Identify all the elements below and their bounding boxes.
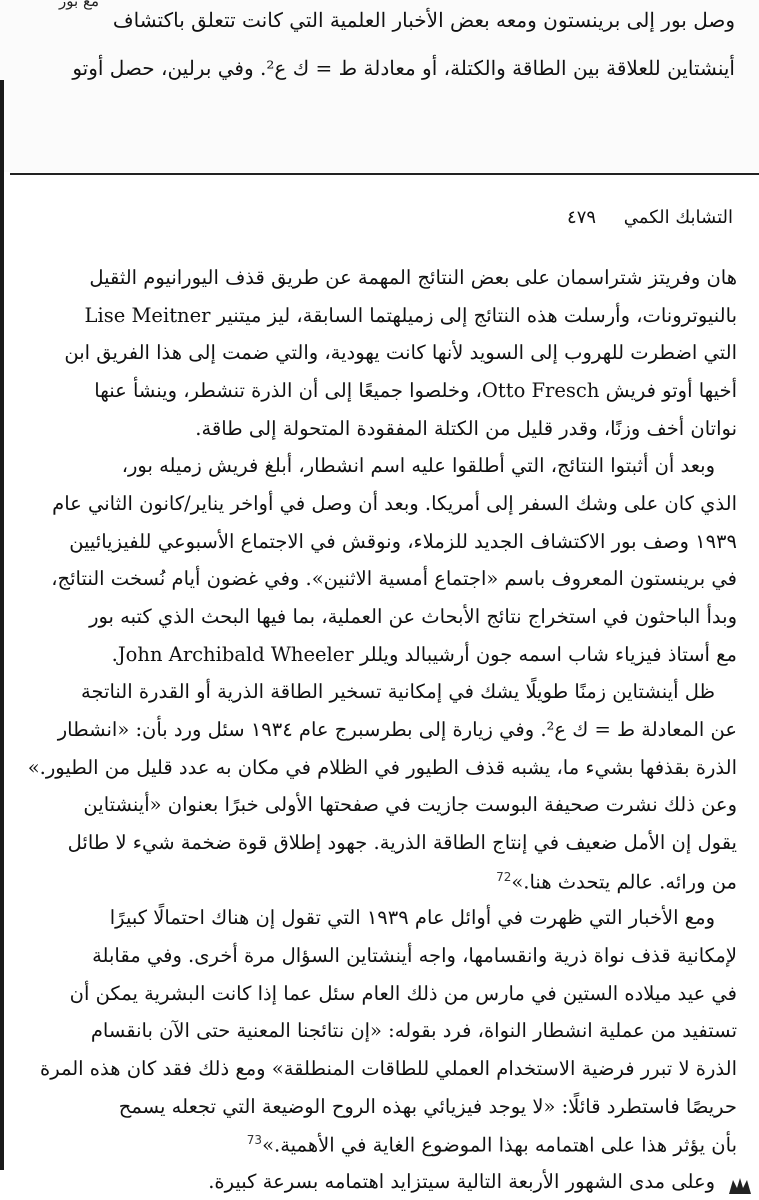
text-line: وبدأ الباحثون في استخراج نتائج الأبحاث عن العملية، بما فيها البحث الذي كتبه بور [89,605,737,628]
page-number: ٤٧٩ [567,207,597,228]
footnote-marker: 72 [496,869,512,884]
text-line: تستفيد من عملية انشطار النواة، فرد بقوله: «إن نتائجنا المعنية حتى الآن بانقسام [90,1019,737,1043]
page-edge-shadow [0,80,4,1170]
previous-page-fragment [0,0,759,172]
text-line: في عيد ميلاده الستين في مارس من ذلك العام سئل عما إذا كانت البشرية يمكن أن [69,981,737,1005]
cut-off-text: مع بور [59,0,99,10]
text-line [496,871,737,892]
text-line [247,1134,737,1155]
page-divider [10,173,759,175]
text-line: التي اضطرت للهروب إلى السويد لأنها كانت يهودية، والتي ضمت إلى هذا الفريق ابن [64,341,737,365]
chapter-title: التشابك الكمي [623,207,733,228]
text-line: حريصًا فاستطرد قائلًا: «لا يوجد فيزيائي بهذه الروح الوضيعة التي تجعله يسمح [118,1094,737,1118]
text-line: عن المعادلة ط = ك ع². وفي زيارة إلى بطرسبرج عام ١٩٣٤ سئل ورد بأن: «انشطار [57,718,737,741]
text-line: الذرة بقذفها بشيء ما، يشبه قذف الطيور في الظلام في مكان به عدد قليل من الطيور.» [27,755,737,779]
text-line: وعن ذلك نشرت صحيفة البوست جازيت في صفحتها الأولى خبرًا بعنوان «أينشتاين [83,793,737,817]
text-line: نواتان أخف وزنًا، وقدر قليل من الكتلة المفقودة المتحولة إلى طاقة. [195,416,737,440]
text-line-content: وعلى مدى الشهور الأربعة التالية سيتزايد اهتمامه بسرعة كبيرة. [208,1170,715,1193]
text-line: يقول إن الأمل ضعيف في إنتاج الطاقة الذرية. جهود إطلاق قوة ضخمة شيء لا طائل [67,831,737,854]
text-line: في برينستون المعروف باسم «اجتماع أمسية الاثنين». وفي غضون أيام نُسخت النتائج، [51,567,737,591]
text-line-content: من ورائه. عالم يتحدث هنا.» [511,870,737,894]
text-line [208,1172,715,1192]
running-header [567,207,733,228]
text-line: أخيها أوتو فريش Otto Fresch، وخلصوا جميعًا إلى أن الذرة تنشطر، وينشأ عنها [94,379,737,402]
text-line: ومع الأخبار التي ظهرت في أوائل عام ١٩٣٩ التي تقول إن هناك احتمالًا كبيرًا [109,906,715,930]
text-line: لإمكانية قذف نواة ذرية وانقسامها، واجه أينشتاين السؤال مرة أخرى. وفي مقابلة [92,944,737,967]
text-line: الذرة لا تبرر فرضية الاستخدام العملي للطاقات المنطلقة» ومع ذلك فقد كان هذه المرة [39,1057,737,1080]
fragment-line: وصل بور إلى برينستون ومعه بعض الأخبار العلمية التي كانت تتعلق باكتشاف [112,8,735,32]
footnote-marker: 73 [246,1133,263,1148]
text-line: ظل أينشتاين زمنًا طويلًا يشك في إمكانية تسخير الطاقة الذرية أو القدرة الناتجة [80,680,715,704]
text-line: هان وفريتز شتراسمان على بعض النتائج المهمة عن طريق قذف اليورانيوم الثقيل [89,266,737,289]
fragment-line: أينشتاين للعلاقة بين الطاقة والكتلة، أو معادلة ط = ك ع². وفي برلين، حصل أوتو [72,56,735,80]
publisher-logo-icon [727,1174,753,1196]
text-line: الذي كان على وشك السفر إلى أمريكا. وبعد أن وصل في أواخر يناير/كانون الثاني عام [52,492,737,515]
text-line: بالنيوترونات، وأرسلت هذه النتائج إلى زميلهتما السابقة، ليز ميتنير Lise Meitner [84,303,737,327]
text-line: ١٩٣٩ وصف بور الاكتشاف الجديد للزملاء، ونوقش في الاجتماع الأسبوعي للفيزيائيين [69,529,737,553]
text-line-content: بأن يؤثر هذا على اهتمامه بهذا الموضوع الغاية في الأهمية.» [262,1133,737,1157]
text-line: مع أستاذ فيزياء شاب اسمه جون أرشيبالد ويللر John Archibald Wheeler. [111,642,737,666]
text-line: وبعد أن أثبتوا النتائج، التي أطلقوا عليه اسم انشطار، أبلغ فريش زميله بور، [121,454,715,478]
